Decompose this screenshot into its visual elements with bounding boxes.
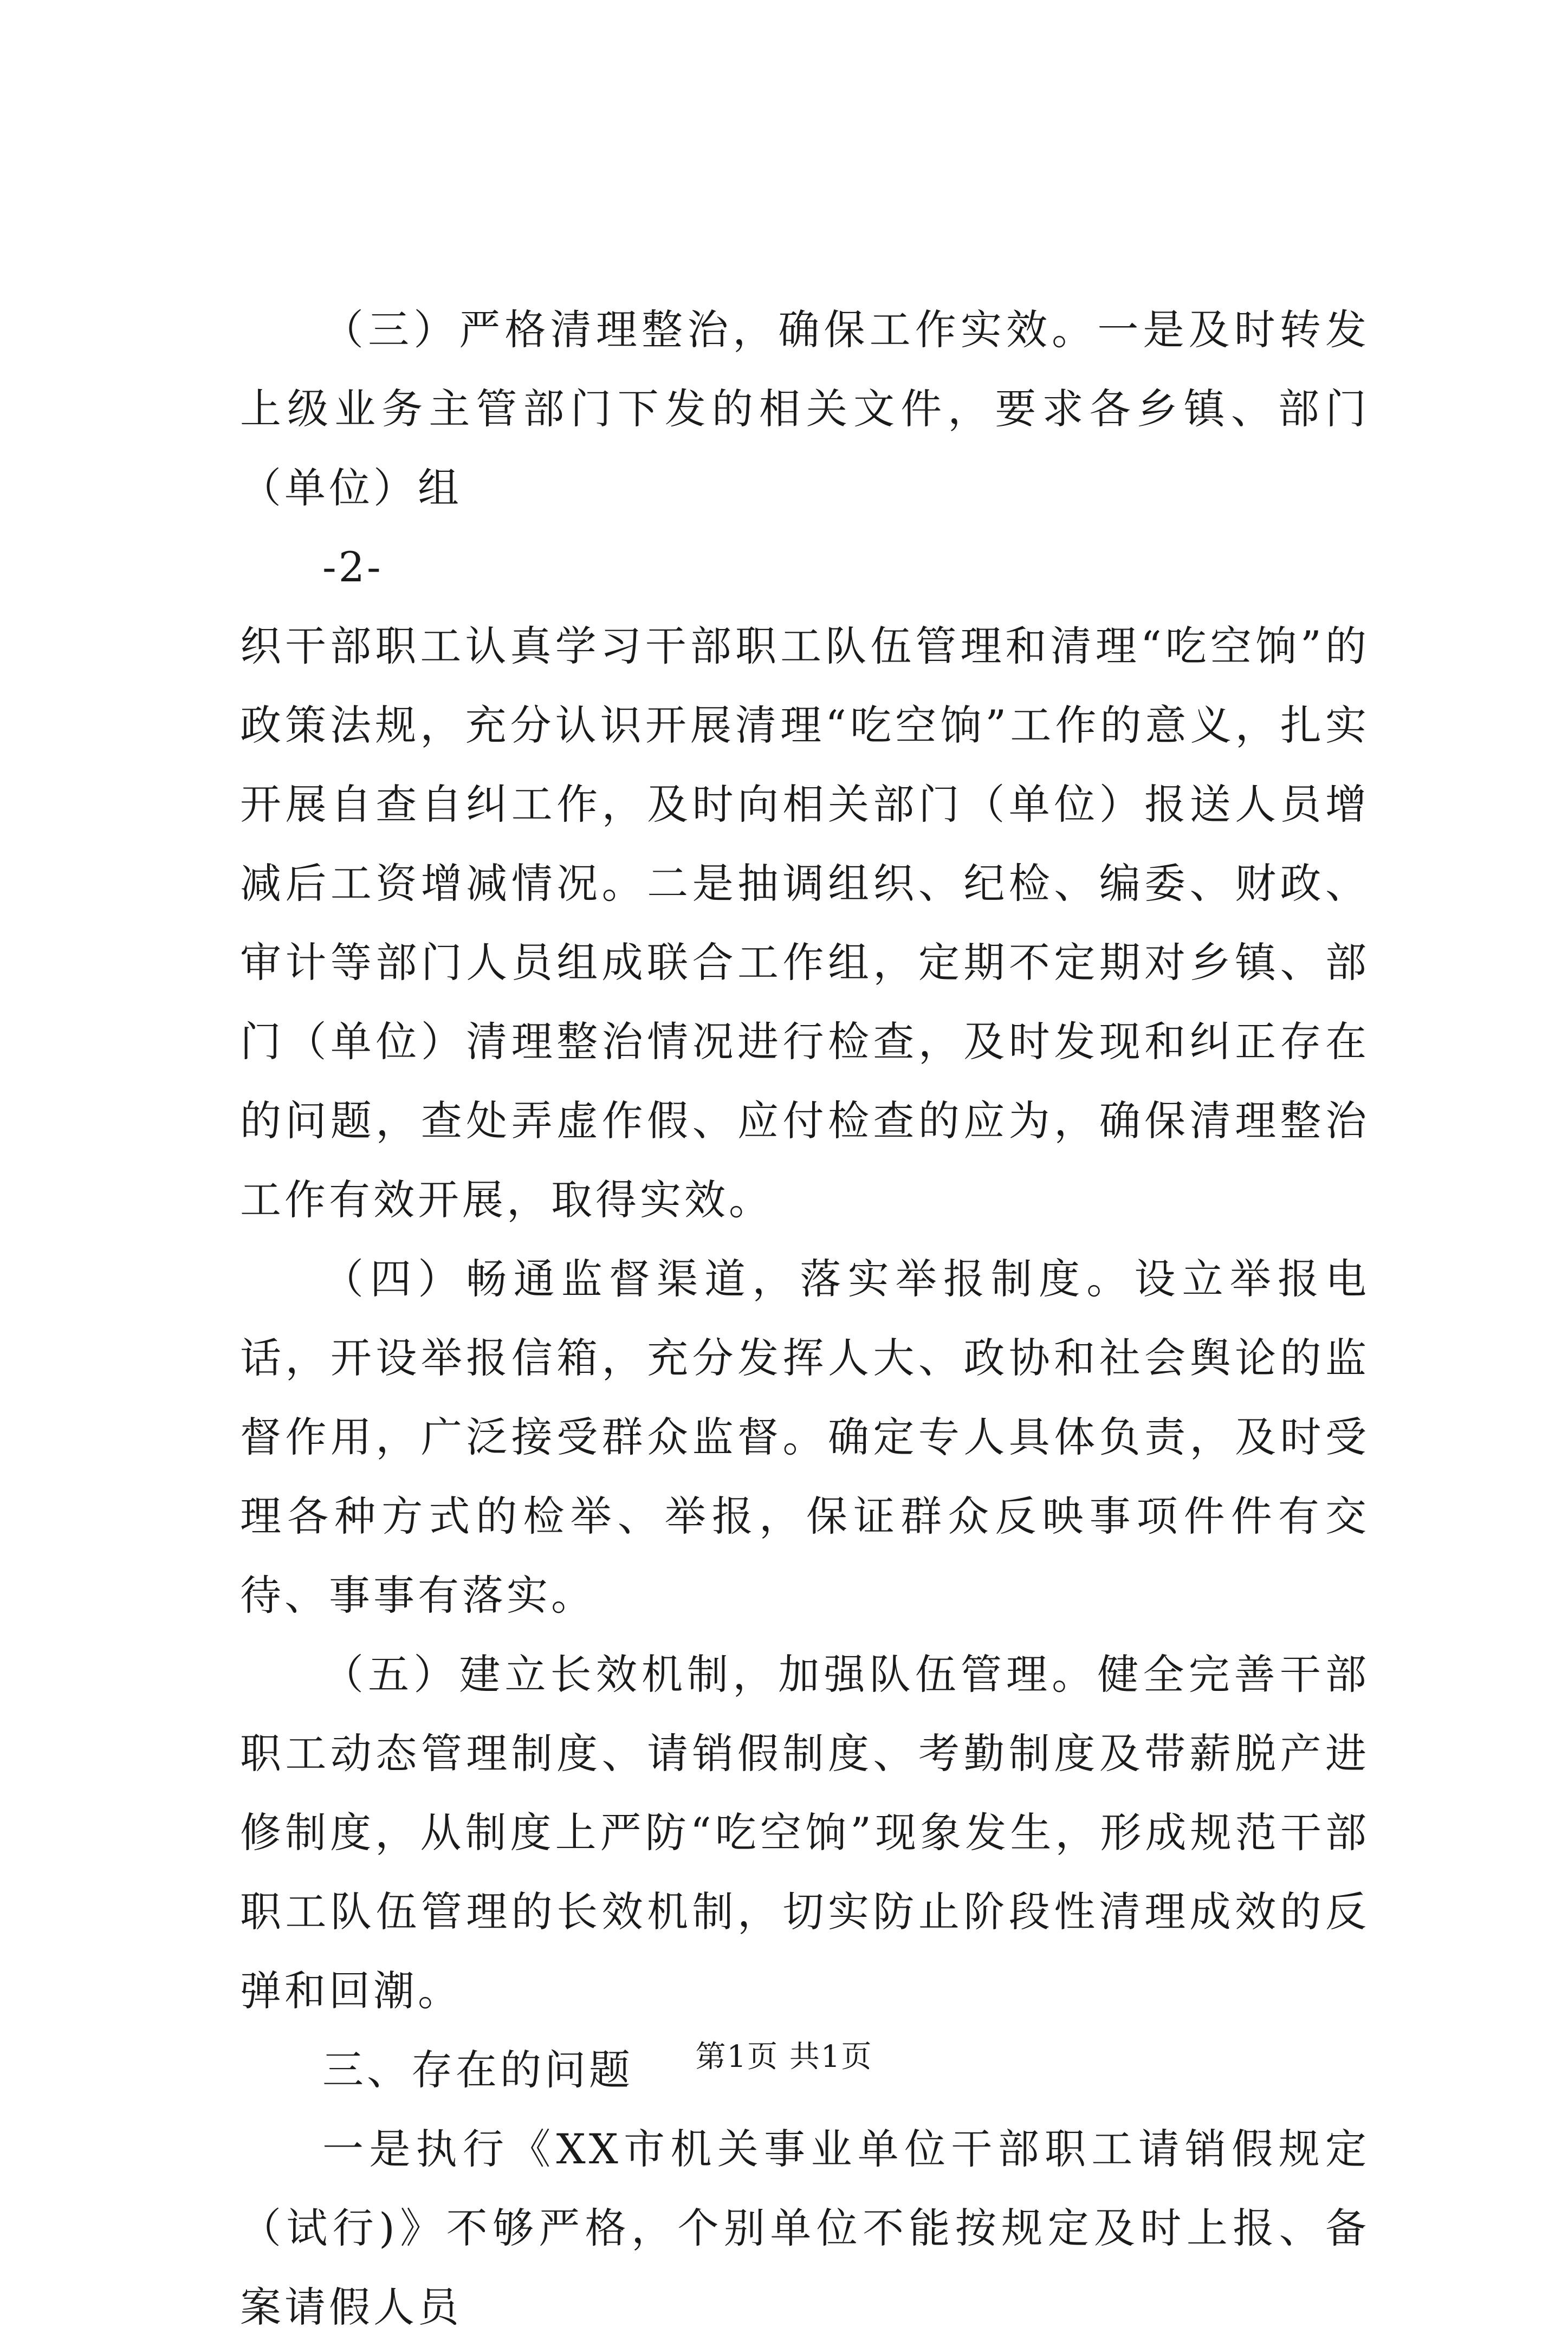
- page-number-marker: -2-: [322, 543, 383, 591]
- paragraph-section-5: （五）建立长效机制，加强队伍管理。健全完善干部职工动态管理制度、请销假制度、考勤制度及带薪脱产进修制度，从制度上严防“吃空饷”现象发生，形成规范干部职工队伍管理的长效机制，切实防止阶段性清理成效的反弹和回潮。: [240, 1650, 1370, 2015]
- section-heading-problems: 三、存在的问题: [322, 2046, 633, 2094]
- page-footer: 第1页 共1页: [695, 2039, 873, 2074]
- paragraph-problem-1: 一是执行《XX市机关事业单位干部职工请销假规定（试行)》不够严格，个别单位不能按规定及时上报、备案请假人员: [240, 2125, 1370, 2331]
- paragraph-section-4: （四）畅通监督渠道，落实举报制度。设立举报电话，开设举报信箱，充分发挥人大、政协和社会舆论的监督作用，广泛接受群众监督。确定专人具体负责，及时受理各种方式的检举、举报，保证群众反映事项件件有交待、事事有落实。: [240, 1255, 1370, 1619]
- paragraph-section-3: （三）严格清理整治，确保工作实效。一是及时转发上级业务主管部门下发的相关文件，要求各乡镇、部门（单位）组: [240, 306, 1370, 512]
- paragraph-section-3-continued: 织干部职工认真学习干部职工队伍管理和清理“吃空饷”的政策法规，充分认识开展清理“吃空饷”工作的意义，扎实开展自查自纠工作，及时向相关部门（单位）报送人员增减后工资增减情况。二是抽调组织、纪检、编委、财政、审计等部门人员组成联合工作组，定期不定期对乡镇、部门（单位）清理整治情况进行检查，及时发现和纠正存在的问题，查处弄虚作假、应付检查的应为，确保清理整治工作有效开展，取得实效。: [240, 622, 1370, 1224]
